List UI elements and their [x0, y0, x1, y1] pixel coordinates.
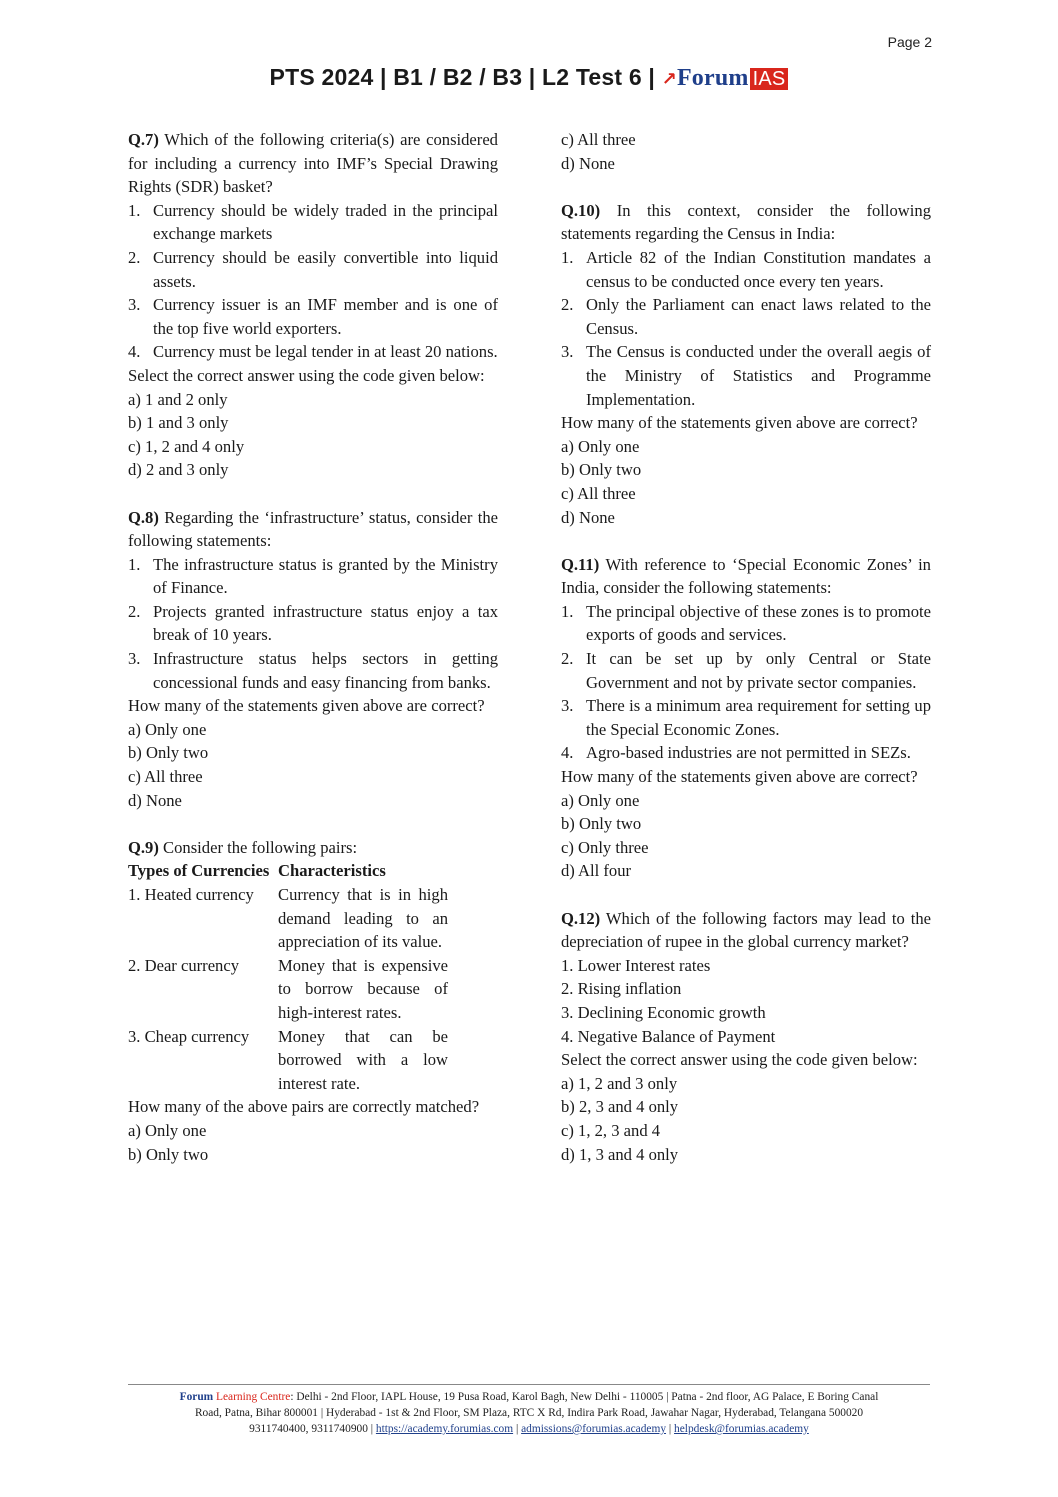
statement: 1. Currency should be widely traded in the principal exchange markets	[128, 200, 498, 244]
pair-type: 2. Dear currency	[128, 955, 240, 975]
pair-characteristic: Money that is expensive to borrow because of high-interest rates.	[278, 955, 448, 1022]
option-b[interactable]: b) Only two	[561, 460, 642, 480]
option-d[interactable]: d) All four	[561, 861, 632, 881]
option-a[interactable]: a) Only one	[128, 719, 207, 739]
table-row	[128, 883, 448, 954]
question-stem: Consider the following pairs:	[163, 837, 358, 857]
option-list	[128, 1119, 498, 1166]
option-a[interactable]: a) Only one	[128, 1120, 207, 1140]
list-item: 4. Negative Balance of Payment	[561, 1026, 776, 1046]
forumias-logo	[662, 64, 789, 92]
option-d[interactable]: d) None	[128, 790, 182, 810]
statement-list	[561, 600, 931, 765]
admissions-email-link[interactable]: admissions@forumias.academy	[521, 1423, 667, 1435]
question-10	[561, 199, 931, 529]
column-header: Characteristics	[278, 861, 386, 881]
footer-address-line	[128, 1389, 930, 1405]
question-stem: Which of the following factors may lead to the depreciation of rupee in the global currency market?	[561, 908, 931, 952]
question-number: Q.12)	[561, 908, 601, 928]
pair-type: 3. Cheap currency	[128, 1026, 250, 1046]
pair-characteristic: Currency that is in high demand leading to an appreciation of its value.	[278, 885, 448, 952]
option-c[interactable]: c) All three	[128, 767, 203, 787]
question-stem: With reference to ‘Special Economic Zones’ in India, consider the following statements:	[561, 554, 931, 598]
answer-prompt: Select the correct answer using the code given below:	[561, 1050, 918, 1070]
option-c[interactable]: c) All three	[561, 130, 636, 149]
option-a[interactable]: a) Only one	[561, 790, 640, 810]
page-number: Page 2	[887, 34, 932, 50]
answer-prompt: How many of the statements given above are correct?	[561, 767, 918, 787]
option-list	[561, 1072, 931, 1166]
footer-phones: 9311740400, 9311740900 |	[249, 1423, 374, 1435]
statement: 2. Projects granted infrastructure status enjoy a tax break of 10 years.	[128, 601, 498, 645]
option-b[interactable]: b) 1 and 3 only	[128, 413, 229, 433]
option-a[interactable]: a) 1, 2 and 3 only	[561, 1073, 678, 1093]
option-c[interactable]: c) 1, 2, 3 and 4	[561, 1120, 661, 1140]
option-c[interactable]: c) 1, 2 and 4 only	[128, 436, 245, 456]
page-footer	[128, 1384, 930, 1437]
pair-characteristic: Money that can be borrowed with a low interest rate.	[278, 1026, 448, 1093]
statement: 2. It can be set up by only Central or State Government and not by private sector companies.	[561, 649, 931, 692]
statement-list	[128, 553, 498, 695]
statement: 1. The infrastructure status is granted by the Ministry of Finance.	[128, 554, 498, 598]
option-list	[561, 128, 931, 175]
website-link[interactable]: https://academy.forumias.com	[375, 1423, 514, 1435]
question-8	[128, 506, 498, 813]
right-column	[561, 128, 931, 1190]
option-list	[128, 388, 498, 482]
footer-contact-line	[128, 1421, 930, 1437]
option-a[interactable]: a) Only one	[561, 436, 640, 456]
statement-list	[561, 246, 931, 411]
option-d[interactable]: d) 2 and 3 only	[128, 460, 229, 480]
option-list	[128, 718, 498, 812]
separator: |	[668, 1423, 672, 1435]
answer-prompt: How many of the statements given above are correct?	[128, 696, 485, 716]
question-stem: Which of the following criteria(s) are considered for including a currency into IMF’s Special Drawing Rights (SDR) basket?	[128, 130, 498, 197]
option-list	[561, 789, 931, 883]
footer-brand-forum: Forum	[179, 1391, 214, 1403]
logo-ias-text: IAS	[750, 68, 789, 90]
footer-address-2: Road, Patna, Bihar 800001 | Hyderabad - 1st & 2nd Floor, SM Plaza, RTC X Rd, Indira Park Road, Jawahar Nagar, Hyderabad, Telangana 500020	[194, 1407, 864, 1419]
list-item: 1. Lower Interest rates	[561, 955, 711, 975]
option-b[interactable]: b) Only two	[128, 743, 209, 763]
option-c[interactable]: c) Only three	[561, 837, 649, 857]
statement: 3. Currency issuer is an IMF member and is one of the top five world exporters.	[128, 295, 498, 338]
pair-type: 1. Heated currency	[128, 885, 254, 904]
question-9	[128, 836, 498, 1166]
question-number: Q.9)	[128, 837, 159, 857]
question-12	[561, 907, 931, 1167]
statement: 3. The Census is conducted under the overall aegis of the Ministry of Statistics and Programme Implementation.	[561, 342, 931, 409]
option-a[interactable]: a) 1 and 2 only	[128, 389, 228, 409]
option-b[interactable]: b) 2, 3 and 4 only	[561, 1097, 679, 1117]
statement: 4. Agro-based industries are not permitted in SEZs.	[561, 743, 911, 763]
question-9-continued	[561, 128, 931, 175]
question-7	[128, 128, 498, 482]
option-b[interactable]: b) Only two	[128, 1144, 209, 1164]
option-c[interactable]: c) All three	[561, 483, 636, 503]
option-b[interactable]: b) Only two	[561, 814, 642, 834]
statement: 2. Only the Parliament can enact laws related to the Census.	[561, 295, 931, 338]
statement: 4. Currency must be legal tender in at least 20 nations.	[128, 342, 498, 362]
question-stem: Regarding the ‘infrastructure’ status, consider the following statements:	[128, 507, 498, 551]
pairs-table	[128, 859, 448, 1095]
statement: 3. There is a minimum area requirement for setting up the Special Economic Zones.	[561, 696, 931, 739]
list-item: 2. Rising inflation	[561, 979, 682, 999]
question-stem: In this context, consider the following statements regarding the Census in India:	[561, 200, 931, 244]
question-number: Q.7)	[128, 130, 159, 149]
logo-arrow-icon: ↗	[661, 69, 677, 89]
table-row	[128, 954, 448, 1025]
test-title: PTS 2024 | B1 / B2 / B3 | L2 Test 6 |	[269, 64, 656, 90]
statement: 2. Currency should be easily convertible into liquid assets.	[128, 247, 498, 291]
statement: 1. The principal objective of these zones is to promote exports of goods and services.	[561, 601, 931, 645]
statement-list	[128, 199, 498, 364]
answer-prompt: How many of the above pairs are correctly matched?	[128, 1097, 480, 1117]
question-11	[561, 553, 931, 883]
answer-prompt: How many of the statements given above are correct?	[561, 413, 918, 433]
statement: 3. Infrastructure status helps sectors in getting concessional funds and easy financing from banks.	[128, 649, 498, 692]
answer-prompt: Select the correct answer using the code given below:	[128, 365, 485, 385]
option-list	[561, 435, 931, 529]
statement: 1. Article 82 of the Indian Constitution mandates a census to be conducted once every ten years.	[561, 247, 931, 291]
option-d[interactable]: d) None	[561, 507, 615, 527]
list-item: 3. Declining Economic growth	[561, 1002, 766, 1022]
table-row	[128, 1025, 448, 1096]
option-d[interactable]: d) None	[561, 153, 615, 173]
option-d[interactable]: d) 1, 3 and 4 only	[561, 1144, 679, 1164]
factor-list	[561, 954, 931, 1048]
separator: |	[515, 1423, 519, 1435]
logo-forum-text: Forum	[676, 65, 749, 91]
column-header: Types of Currencies	[128, 861, 270, 881]
footer-address-1: : Delhi - 2nd Floor, IAPL House, 19 Pusa Road, Karol Bagh, New Delhi - 110005 | Patna - 2nd floor, AG Palace, E Boring Canal	[290, 1391, 879, 1403]
question-number: Q.11)	[561, 554, 600, 574]
question-number: Q.8)	[128, 507, 159, 527]
page-header	[0, 64, 1058, 92]
footer-brand-lc: Learning Centre	[216, 1391, 291, 1403]
question-number: Q.10)	[561, 200, 601, 220]
left-column	[128, 128, 498, 1190]
helpdesk-email-link[interactable]: helpdesk@forumias.academy	[674, 1423, 809, 1435]
